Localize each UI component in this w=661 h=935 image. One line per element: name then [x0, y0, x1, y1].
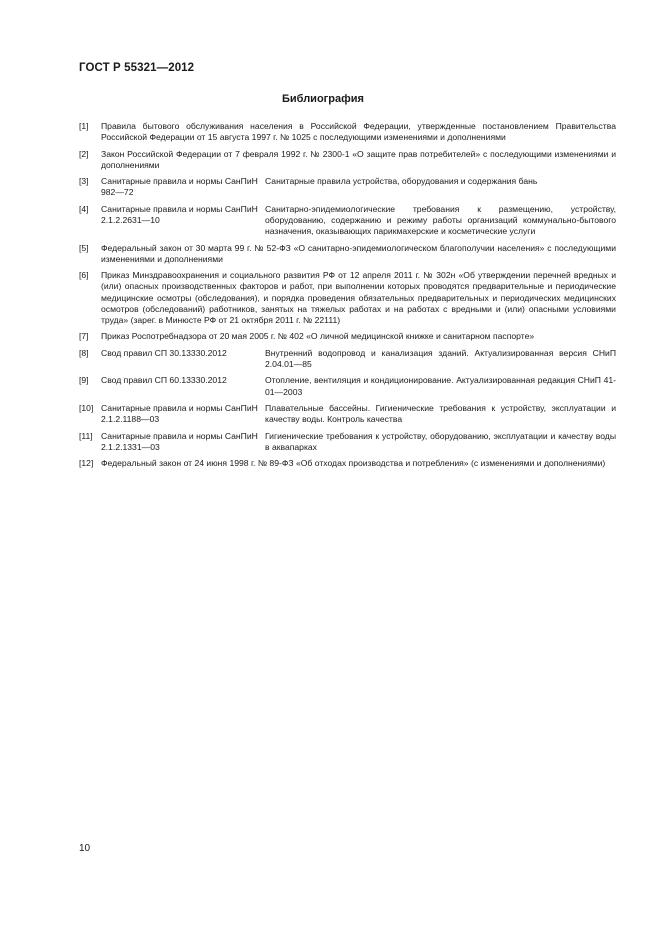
reference-document-title: Свод правил СП 30.13330.2012: [101, 347, 227, 358]
reference-document-title: Санитарные правила и нормы СанПиН 982—72: [101, 176, 258, 198]
reference-description: Отопление, вентиляция и кондиционирование. Актуализированная редакция СНиП 41-01—2003: [265, 375, 616, 397]
reference-number: [11]: [79, 430, 93, 441]
reference-document-title: Санитарные правила и нормы СанПиН 2.1.2.1331—03: [101, 430, 258, 452]
reference-text: Закон Российской Федерации от 7 февраля 1992 г. № 2300-1 «О защите прав потребителей» с последующими изменениями и дополнениями: [101, 148, 616, 170]
reference-document-title: Санитарные правила и нормы СанПиН 2.1.2.1188—03: [101, 402, 258, 425]
reference-text: Правила бытового обслуживания населения в Российской Федерации, утвержденные постановлением Правительства Российской Федерации от 15 августа 1997 г. № 1025 с последующими изменениями и дополнениями: [101, 121, 616, 143]
section-title: Библиография: [282, 93, 364, 105]
reference-number: [7]: [79, 331, 89, 342]
reference-columns: [101, 176, 616, 198]
reference-item: [79, 431, 616, 453]
reference-number: [8]: [79, 347, 89, 358]
bibliography-list: [79, 121, 616, 475]
reference-columns: [101, 431, 616, 453]
reference-item: [79, 149, 616, 171]
reference-columns: [101, 375, 616, 397]
document-code: ГОСТ Р 55321—2012: [79, 62, 195, 74]
reference-item: [79, 348, 616, 370]
reference-number: [1]: [79, 121, 89, 131]
reference-description: Гигиенические требования к устройству, оборудованию, эксплуатации и качеству воды в аквапарках: [265, 430, 616, 452]
reference-description: Внутренний водопровод и канализация зданий. Актуализированная версия СНиП 2.04.01—85: [265, 347, 616, 369]
reference-number: [6]: [79, 270, 89, 281]
reference-item: [79, 270, 616, 326]
reference-columns: [101, 348, 616, 370]
reference-description: Санитарно-эпидемиологические требования к размещению, устройству, оборудованию, содержанию и режиму работы организаций коммунально-бытового назначения, оказывающих парикмахерские и косметические услуги: [265, 203, 616, 237]
reference-item: [79, 458, 616, 469]
reference-number: [4]: [79, 203, 89, 214]
reference-number: [9]: [79, 375, 89, 386]
reference-text: Федеральный закон от 24 июня 1998 г. № 89-ФЗ «Об отходах производства и потребления» (с изменениями и дополнениями): [101, 458, 606, 469]
reference-columns: [101, 403, 616, 425]
reference-item: [79, 375, 616, 397]
reference-item: [79, 243, 616, 265]
reference-columns: [101, 204, 616, 238]
reference-text: Приказ Роспотребнадзора от 20 мая 2005 г. № 402 «О личной медицинской книжке и санитарном паспорте»: [101, 331, 535, 342]
reference-number: [12]: [79, 458, 94, 469]
reference-item: [79, 121, 616, 143]
reference-number: [3]: [79, 176, 89, 187]
reference-text: Федеральный закон от 30 марта 99 г. № 52-ФЗ «О санитарно-эпидемиологическом благополучии населения» с последующими изменениями и дополнениями: [101, 242, 616, 264]
reference-text: Приказ Минздравоохранения и социального развития РФ от 12 апреля 2011 г. № 302н «Об утверждении перечней вредных и (или) опасных производственных факторов и работ, при выполнении которых проводятся предварительные и периодические медицинские осмотры (обследования), и порядка проведения обязательных предварительных и периодических медицинских осмотров (обследований) работников, занятых на тяжелых работах и на работах с вредными и (или) опасными условиями труда» (зарег. в Минюсте РФ от 21 октября 2011 г. № 22111): [101, 270, 616, 325]
reference-description: Санитарные правила устройства, оборудования и содержания бань: [265, 176, 538, 187]
page-number: 10: [79, 843, 91, 854]
reference-item: [79, 176, 616, 198]
reference-item: [79, 331, 616, 342]
reference-number: [2]: [79, 148, 89, 159]
reference-number: [10]: [79, 402, 94, 413]
reference-document-title: Санитарные правила и нормы СанПиН 2.1.2.2631—10: [101, 203, 258, 225]
reference-number: [5]: [79, 242, 89, 253]
reference-document-title: Свод правил СП 60.13330.2012: [101, 375, 227, 386]
reference-description: Плавательные бассейны. Гигиенические требования к устройству, эксплуатации и качеству воды. Контроль качества: [265, 402, 616, 425]
reference-item: [79, 204, 616, 238]
reference-item: [79, 403, 616, 425]
